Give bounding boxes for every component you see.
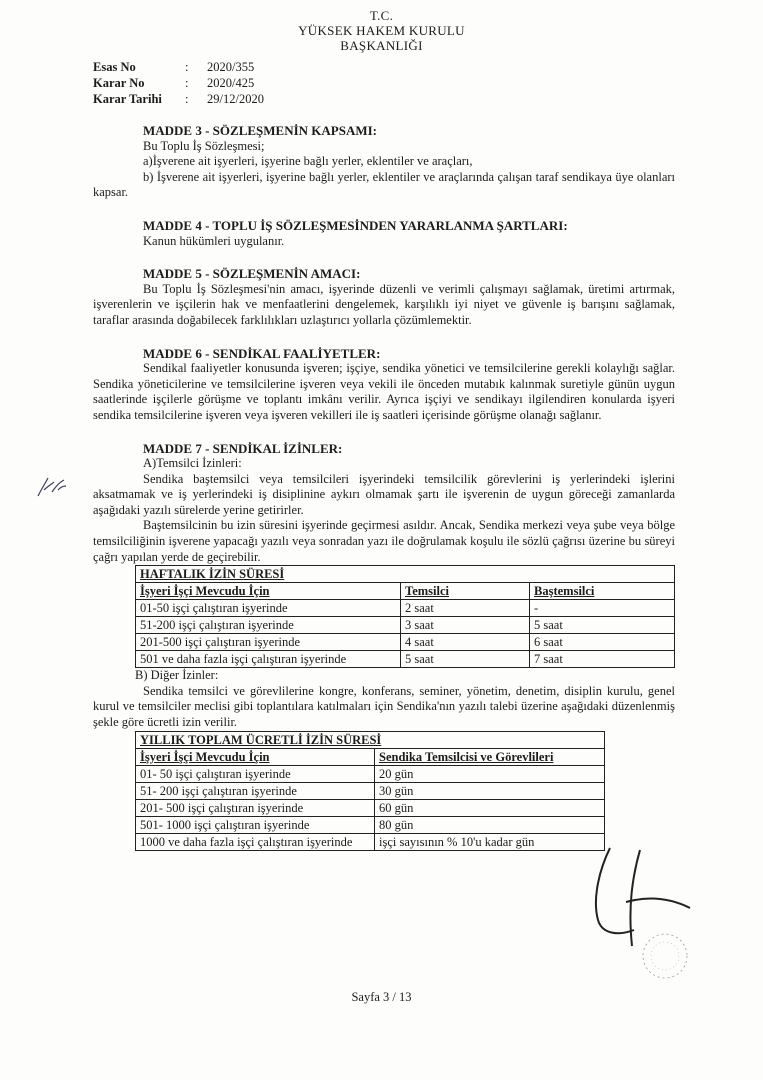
- table-row: [136, 600, 675, 617]
- meta-value: 29/12/2020: [207, 92, 264, 106]
- article-3-line-1: Bu Toplu İş Sözleşmesi;: [143, 138, 265, 153]
- article-6-paragraph: Sendikal faaliyetler konusunda işveren; işçiye, sendika yönetici ve temsilcilerine gerekli kolaylığı sağlar. Sendika yöneticilerine ve temsilcilerine işveren veya vekili ile önceden mutabık kalınmak suretiyle günün uygun saatlerinde işçilerle görüşme ve toplantı imkânı verilir. Ayrıca işçiyi ve sendikayı ilgilendiren konularda işyeri sendika temsilcilerine işveren veya işveren vekilleri ile iş saatleri içerisinde görüşme olanağı sağlanır.: [93, 361, 675, 422]
- table-cell: 3 saat: [401, 617, 530, 634]
- table-cell: 60 gün: [375, 799, 605, 816]
- table-cell: 80 gün: [375, 816, 605, 833]
- table-cell: 5 saat: [530, 617, 675, 634]
- table-row: [136, 782, 605, 799]
- handwritten-initials-mark: [34, 470, 70, 504]
- table-header-cell: İşyeri İşçi Mevcudu İçin: [136, 748, 375, 765]
- header-line-3: BAŞKANLIĞI: [340, 38, 423, 53]
- document-header: [0, 8, 763, 53]
- table-header-cell: İşyeri İşçi Mevcudu İçin: [136, 583, 401, 600]
- meta-separator: :: [185, 76, 189, 90]
- article-5-title: MADDE 5 - SÖZLEŞMENİN AMACI:: [143, 266, 361, 282]
- header-line-2: YÜKSEK HAKEM KURULU: [298, 23, 465, 38]
- table-cell: 201-500 işçi çalıştıran işyerinde: [136, 634, 401, 651]
- table-row: [136, 651, 675, 668]
- table-cell: 501 ve daha fazla işçi çalıştıran işyerinde: [136, 651, 401, 668]
- table-cell: 51-200 işçi çalıştıran işyerinde: [136, 617, 401, 634]
- meta-row-esas: [93, 59, 264, 75]
- table-header-cell: Baştemsilci: [530, 583, 675, 600]
- header-line-1: T.C.: [369, 8, 394, 23]
- table-cell: 4 saat: [401, 634, 530, 651]
- table-cell: -: [530, 600, 675, 617]
- document-body: [93, 123, 675, 851]
- table-row: [136, 799, 605, 816]
- table-cell: 20 gün: [375, 765, 605, 782]
- meta-row-karar: [93, 75, 264, 91]
- meta-label: Esas No: [93, 60, 136, 74]
- table-cell: 2 saat: [401, 600, 530, 617]
- case-meta: [93, 59, 264, 107]
- article-7-section-a-title: A)Temsilci İzinleri:: [143, 456, 242, 471]
- article-7-paragraph-2: Baştemsilcinin bu izin süresini işyerinde geçirmesi asıldır. Ancak, Sendika merkezi veya şube veya bölge temsilciliğinin işverene yapacağı yazılı veya sonradan yazı ile doğrulamak koşulu ile sözlü çağrısı üzerine bu süreyi çağrı yapılan yerde de geçirebilir.: [93, 518, 675, 564]
- table-cell: 7 saat: [530, 651, 675, 668]
- weekly-leave-table-title: HAFTALIK İZİN SÜRESİ: [136, 566, 675, 583]
- table-row: [136, 765, 605, 782]
- page-number: Sayfa 3 / 13: [351, 990, 412, 1004]
- article-6-title: MADDE 6 - SENDİKAL FAALİYETLER:: [143, 345, 381, 361]
- table-cell: 01-50 işçi çalıştıran işyerinde: [136, 600, 401, 617]
- table-cell: 201- 500 işçi çalıştıran işyerinde: [136, 799, 375, 816]
- table-cell: 501- 1000 işçi çalıştıran işyerinde: [136, 816, 375, 833]
- meta-separator: :: [185, 60, 189, 74]
- article-5-paragraph: Bu Toplu İş Sözleşmesi'nin amacı, işyerinde düzenli ve verimli çalışmayı sağlamak, üretimi artırmak, işverenlerin ve işçilerin hak ve menfaatlerini dengelemek, karşılıklı iyi niyet ve güvenle iş barışını sağlamak, taraflar arasında doğabilecek farklılıkları uzlaştırıcı yollarla çözümlemektir.: [93, 281, 675, 327]
- article-3-line-2: a)İşverene ait işyerleri, işyerine bağlı yerler, eklentiler ve araçları,: [143, 154, 473, 169]
- handwritten-signature-mark: [570, 838, 730, 988]
- meta-value: 2020/425: [207, 76, 255, 90]
- table-header-row: [136, 583, 675, 600]
- article-7-section-b-title: B) Diğer İzinler:: [135, 668, 219, 683]
- table-header-cell: Temsilci: [401, 583, 530, 600]
- article-4-title: MADDE 4 - TOPLU İŞ SÖZLEŞMESİNDEN YARARLANMA ŞARTLARI:: [143, 217, 568, 233]
- table-row: [136, 634, 675, 651]
- meta-row-karar-tarihi: [93, 91, 264, 107]
- table-row: [136, 833, 605, 850]
- annual-leave-table: [135, 731, 605, 851]
- table-cell: 51- 200 işçi çalıştıran işyerinde: [136, 782, 375, 799]
- article-3-title: MADDE 3 - SÖZLEŞMENİN KAPSAMI:: [143, 123, 378, 138]
- meta-label: Karar No: [93, 76, 145, 90]
- table-header-cell: Sendika Temsilcisi ve Görevlileri: [375, 748, 605, 765]
- meta-label: Karar Tarihi: [93, 92, 162, 106]
- article-7-paragraph-1: Sendika baştemsilci veya temsilcileri işyerindeki temsilcilik görevlerini iş yerlerindeki işlerini aksatmamak ve iş yerlerindeki iş disiplinine aykırı olmamak şartı ile işverenin de uygun göreceği zamanlarda aşağıdaki yazılı sürelerde yerine getirirler.: [93, 471, 675, 517]
- article-4-line-1: Kanun hükümleri uygulanır.: [143, 233, 285, 248]
- table-cell: 30 gün: [375, 782, 605, 799]
- article-7-paragraph-3: Sendika temsilci ve görevlilerine kongre, konferans, seminer, yönetim, denetim, disiplin kurulu, genel kurul ve temsilciler meclisi gibi toplantılara katılmaları için Sendika'nın yazılı talebi üzerine aşağıdaki düzenlenmiş şekle göre ücretli izin verilir.: [93, 683, 675, 730]
- table-row: [136, 617, 675, 634]
- table-cell: 6 saat: [530, 634, 675, 651]
- meta-value: 2020/355: [207, 60, 255, 74]
- table-cell: işçi sayısının % 10'u kadar gün: [375, 833, 605, 850]
- table-row: [136, 816, 605, 833]
- weekly-leave-table: [135, 565, 675, 668]
- table-cell: 5 saat: [401, 651, 530, 668]
- meta-separator: :: [185, 92, 189, 106]
- article-7-title: MADDE 7 - SENDİKAL İZİNLER:: [143, 440, 343, 456]
- annual-leave-table-title: YILLIK TOPLAM ÜCRETLİ İZİN SÜRESİ: [136, 731, 605, 748]
- table-header-row: [136, 748, 605, 765]
- article-3-line-3: b) İşverene ait işyerleri, işyerine bağlı yerler, eklentiler ve araçlarında çalışan taraf sendikaya üye olanları kapsar.: [93, 169, 675, 200]
- table-cell: 01- 50 işçi çalıştıran işyerinde: [136, 765, 375, 782]
- table-cell: 1000 ve daha fazla işçi çalıştıran işyerinde: [136, 833, 375, 850]
